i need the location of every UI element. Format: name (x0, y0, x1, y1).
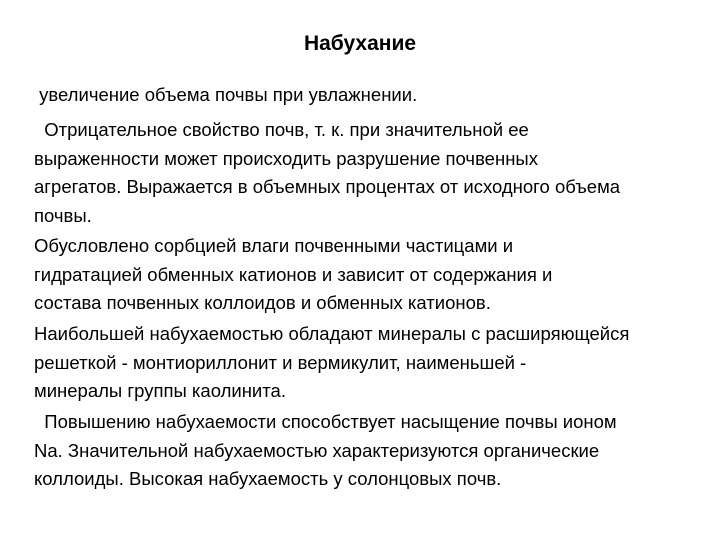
paragraph-line: коллоиды. Высокая набухаемость у солонцовых почв. (34, 468, 502, 489)
paragraph-line: гидратацией обменных катионов и зависит от содержания и (34, 263, 553, 285)
paragraph-line: Отрицательное свойство почв, т. к. при значительной ее (34, 119, 529, 140)
paragraph-line: почвы. (34, 204, 92, 226)
paragraph-definition (34, 81, 417, 110)
slide-title: Набухание (303, 32, 417, 55)
paragraph-line: увеличение объема почвы при увлажнении. (34, 84, 418, 105)
paragraph-line: Обусловлено сорбцией влаги почвенными частицами и (34, 235, 514, 256)
paragraph-negative-property (34, 116, 620, 230)
paragraph-minerals (34, 320, 629, 406)
paragraph-line: решеткой - монтиориллонит и вермикулит, наименьшей - (34, 351, 527, 373)
paragraph-line: Повышению набухаемости способствует насыщение почвы ионом (34, 411, 617, 432)
paragraph-causes (34, 232, 552, 318)
paragraph-increase-factors (34, 408, 617, 494)
paragraph-line: Na. Значительной набухаемостью характеризуются органические (34, 439, 600, 461)
paragraph-line: Наибольшей набухаемостью обладают минералы с расширяющейся (34, 323, 630, 344)
paragraph-line: состава почвенных коллоидов и обменных катионов. (34, 292, 491, 313)
paragraph-line: выраженности может происходить разрушение почвенных (34, 147, 538, 169)
paragraph-line: агрегатов. Выражается в объемных процентах от исходного объема (34, 176, 621, 197)
paragraph-line: минералы группы каолинита. (34, 380, 286, 401)
